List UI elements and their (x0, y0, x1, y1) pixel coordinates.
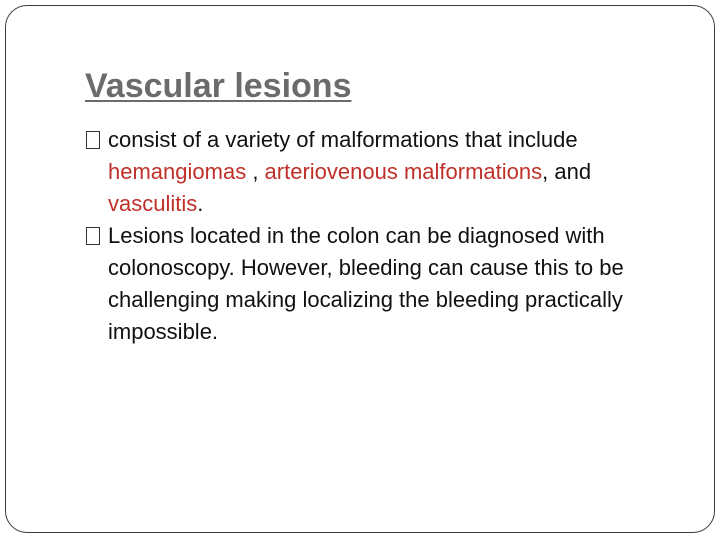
term-hemangiomas: hemangiomas (108, 159, 253, 184)
slide-body (86, 124, 686, 348)
bullet-text-segment: consist of a variety of malformations that include (108, 127, 578, 152)
bullet-item (86, 124, 686, 220)
bullet-text-segment: , (252, 159, 265, 184)
term-vasculitis: vasculitis (108, 191, 198, 216)
bullet-box-icon (86, 227, 100, 245)
slide-title: Vascular lesions (85, 67, 352, 105)
term-arteriovenous-malformations: arteriovenous malformations (264, 159, 543, 184)
bullet-item (86, 220, 686, 348)
bullet-text-segment: Lesions located in the colon can be diagnosed with colonoscopy. However, bleeding can cause this to be challenging making localizing the bleeding practically impossible. (108, 223, 624, 344)
slide-frame (5, 5, 715, 533)
bullet-box-icon (86, 131, 100, 149)
bullet-text-segment: , and (542, 159, 592, 184)
bullet-text-segment: . (197, 191, 204, 216)
